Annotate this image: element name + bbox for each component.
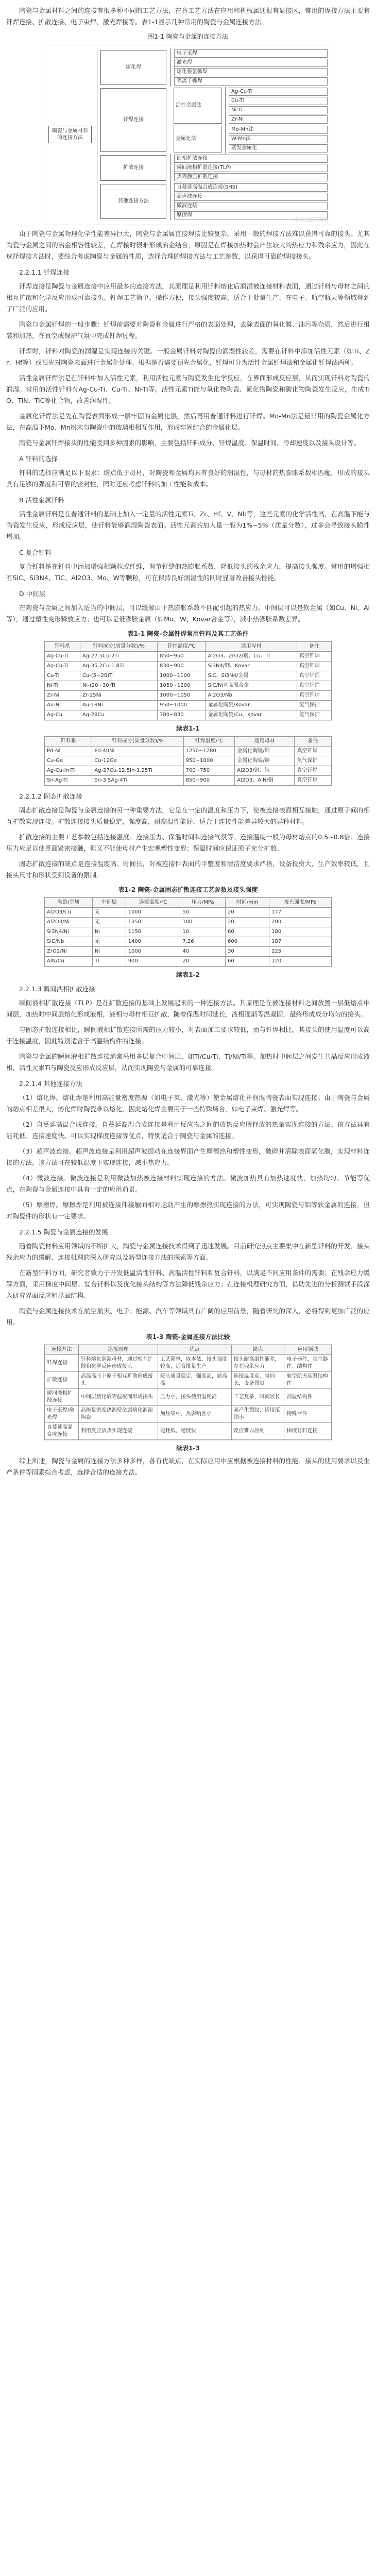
table-cell: 压力小，接头使用温度高 [158, 1389, 231, 1406]
paragraph: 与固态扩散连接相比，瞬间液相扩散连接所需的压力较小，对表面加工要求较低，而与钎焊相比，其接头的使用温度可以高于连接温度，因此特别适合于高温结构件的连接。 [6, 1026, 370, 1045]
paragraph: 陶瓷与金属连接技术在航空航天、电子、能源、汽车等领域具有广阔的应用前景，随着研究的深入，必将得到更加广泛的应用。 [6, 1307, 370, 1326]
subsection-heading: B 活性金属钎料 [19, 496, 64, 504]
table-cell: Ag-Cu-In-Ti [45, 766, 92, 776]
tree-leaf: 摩擦焊 [174, 211, 328, 219]
table-row [45, 766, 332, 776]
table-header-cell: 时间/min [225, 898, 269, 908]
table-cell: 700~750 [183, 766, 235, 776]
table-header-cell: 备注 [295, 737, 332, 747]
paragraph: 钎料的选择应满足以下要求：熔点低于母材，对陶瓷和金属均具有良好的润湿性，与母材的热膨胀系数相匹配，形成的接头具有足够的强度和可靠的密封性，同时还应考虑钎料的加工性能和成本。 [6, 469, 370, 488]
table-row [45, 1355, 332, 1372]
table-cell: Ag-Cu-Ti [45, 662, 80, 671]
table-cell: 梯度材料连接 [284, 1423, 332, 1440]
section-heading: 2.2.1.1 钎焊连接 [19, 268, 70, 276]
table-header-cell: 优点 [158, 1345, 231, 1355]
table-header-cell: 适用母材 [206, 642, 297, 652]
tree-node-diffusion: 扩散连接 [100, 155, 166, 181]
table-cell: AlN/Cu [45, 957, 93, 967]
table-cell: Ni [92, 947, 126, 957]
table-header-cell: 钎料成分(质量分数)/% [80, 642, 157, 652]
table-cell: 1000 [126, 908, 180, 918]
tree-leaf: 热等静压扩散连接 [174, 173, 328, 181]
table-cell: 加热集中，热影响区小 [158, 1406, 231, 1423]
table-header-cell: 钎焊温度/℃ [158, 642, 206, 652]
table-cell: Au-18Ni [80, 701, 157, 710]
table-row [45, 776, 332, 786]
paragraph: 在新型钎料方面，研究者致力于开发低温活性钎料、高温活性钎料和复合钎料，以满足不同应用条件的需要；在残余应力缓解方面，采用梯度中间层、复合钎料以及优化接头结构等方法降低残余应力；在连接机理研究方面，借助先进的分析测试手段深入研究界面反应和界面结构。 [6, 1269, 370, 1299]
table-cell: 连接温度高、时间长，设备昂贵 [231, 1372, 284, 1389]
tree-node-other: 其他连接方法 [100, 184, 166, 219]
table-cell: 120 [269, 957, 332, 967]
table-cell: 900 [126, 957, 180, 967]
table-header-cell: 备注 [297, 642, 331, 652]
table-cell: 工艺复杂，时间较长 [231, 1389, 284, 1406]
table-cell: Sn-Ag-Ti [45, 776, 92, 786]
table-cell: 真空钎焊 [297, 652, 331, 662]
table-cell: 真空钎焊 [295, 776, 332, 786]
table-row [45, 1389, 332, 1406]
tree-leaf: W-Mn法 [229, 135, 328, 143]
figure-1-method-tree [44, 45, 332, 225]
subsection-heading: A 钎料的选择 [19, 455, 58, 463]
table-cell: 自蔓延高温合成连接 [45, 1423, 79, 1440]
table-row [45, 937, 332, 947]
tree-node-active-metal: 活性金属法 [174, 88, 222, 124]
table-cell: Sn-3.5Ag-4Ti [92, 776, 183, 786]
table-cell: 真空钎焊 [295, 747, 332, 756]
table-row [45, 710, 332, 720]
paragraph: 由于陶瓷与金属物理化学性能差异巨大，陶瓷与金属属直接焊接比较复杂，采用一般的焊接方法难以获得可靠的接头。尤其陶瓷与金属之间的冶金相容性较差，在焊接时很难形成冶金结合，原因是在焊接加热时会产生较大的热应力和残余应力，因此在选择焊接方法时，要综合考虑陶瓷与金属的性质，选择合理的焊接方法与工艺参数，以获得可靠的焊接接头。 [6, 230, 370, 260]
tree-leaf: 瞬间液相扩散连接(TLP) [174, 164, 328, 172]
table-cell: 1150 [126, 927, 180, 937]
table-cell: 金属化陶瓷/Kovar [206, 701, 297, 710]
table-header-cell: 压力/MPa [180, 898, 226, 908]
table-cell: Ag-28Cu [80, 710, 157, 720]
tree-root: 陶瓷与金属材料的连接方法 [48, 126, 92, 143]
table-cell: 能耗低，速度快 [158, 1423, 231, 1440]
tree-leaf: 固相扩散连接 [174, 155, 328, 163]
table-cell: Pd-40Ni [92, 747, 183, 756]
table-header-cell: 连接温度/℃ [126, 898, 180, 908]
table2-grid [44, 736, 332, 786]
table-cell: 金属化陶瓷/铜 [235, 756, 295, 766]
table-cell: Cu-Ti [45, 671, 80, 681]
table-header-cell: 接头强度/MPa [269, 898, 332, 908]
paragraph: 活性金属钎焊法是在钎料中加入活性元素，利用活性元素与陶瓷发生化学反应，在界面形成反应层，从而实现钎料对陶瓷的润湿。常用的活性钎料有Ag-Cu-Ti、Cu-Ti、Ni-Ti等。活性元素Ti能与氧化物陶瓷、氮化物陶瓷和碳化物陶瓷发生反应，生成TiO、TiN、TiC等化合物，改善润湿性。 [6, 374, 370, 404]
table-header-cell: 应用领域 [284, 1345, 332, 1355]
table-cell: 20 [225, 908, 269, 918]
table-cell: 中间层熔化后等温凝固形成接头 [78, 1389, 158, 1406]
table-cell: 1350 [126, 918, 180, 927]
table-cell: 30 [225, 947, 269, 957]
table-cell: 金属化陶瓷/Cu、Kovar [206, 710, 297, 720]
paragraph: 固态扩散连接是陶瓷与金属连接的另一种重要方法，它是在一定的温度和压力下，使被连接表面相互接触，通过原子间的相互扩散实现连接。扩散连接接头质量稳定，强度高，耐高温性能好，适合于连接性能差异较大的异种材料。 [6, 806, 370, 825]
tree-leaf: 微波连接 [174, 202, 328, 210]
table-4 [44, 1344, 332, 1440]
table-row [45, 957, 332, 967]
tree-leaf: Ni-Ti [229, 106, 328, 114]
paragraph: 扩散连接的主要工艺参数包括连接温度、连接压力、保温时间和连接气氛等。连接温度一般为母材熔点的0.5~0.8倍；连接压力应足以使界面紧密接触，但又不能使母材产生宏观塑性变形；保温时间应保证原子充分扩散。 [6, 833, 370, 852]
table-row [45, 662, 332, 671]
table-cell: 真空钎焊 [297, 681, 331, 691]
table-cell: 接头耐高温性能差，存在残余应力 [231, 1355, 284, 1372]
table-cell: 无 [92, 908, 126, 918]
table-cell: 20 [225, 918, 269, 927]
table-row [45, 1423, 332, 1440]
table-2-caption: 续表1-1 [176, 725, 200, 732]
table-cell: Al2O3、AlN/铜 [235, 776, 295, 786]
table-1-caption: 表1-1 陶瓷-金属钎焊常用钎料及其工艺条件 [127, 630, 249, 637]
table-row [45, 671, 332, 681]
table-cell: 1000~1100 [158, 671, 206, 681]
table-cell: 氢气保护 [297, 701, 331, 710]
table-cell: Al2O3/Ni [45, 918, 93, 927]
subsection-heading: D 中间层 [19, 590, 46, 598]
table-cell: Cu-12Ge [92, 756, 183, 766]
tree-leaf: 等离子弧焊 [174, 77, 328, 86]
figure-watermark: 材料连接与陶瓷 [293, 217, 329, 223]
intro-paragraph: 陶瓷与金属材料之间的连接有很多种不同的工艺方法，在各工艺方法在应用和机械属通很有显接区，常用的焊接方法主要有钎焊连接、扩散连接、电子束焊、激光焊接等。表1-1显示几种常用的陶瓷与金属连接方法。 [6, 7, 370, 26]
table-header-cell: 钎焊温度/℃ [183, 737, 235, 747]
table-cell: Cu-Ge [45, 756, 92, 766]
table-row [45, 947, 332, 957]
table-cell: 7.26 [180, 937, 226, 947]
table-cell: SiC、Si3N4/金属 [206, 671, 297, 681]
tree-leaf: Ag-Cu-Ti [229, 88, 328, 96]
table-cell: 830~900 [158, 662, 206, 671]
table-cell: 1000~1050 [158, 691, 206, 701]
table-cell: Ag-Cu-Ti [45, 652, 80, 662]
paragraph: 固态扩散连接的缺点是连接温度高、时间长，对被连接件表面的平整度和清洁度要求严格，设备投资大，生产效率较低，且接头尺寸和形状受到设备的限制。 [6, 860, 370, 879]
table-cell: 187 [269, 937, 332, 947]
table-cell: 780~830 [158, 710, 206, 720]
section-heading: 2.2.1.2 固态扩散连接 [19, 792, 82, 800]
table-cell: 1400 [126, 937, 180, 947]
table-cell: 600 [225, 937, 269, 947]
paragraph: 随着陶瓷材料应用领域的不断扩大，陶瓷与金属连接技术得到了迅速发展。目前研究热点主要集中在新型钎料的开发、接头残余应力的缓解、连接机理的深入研究以及新型连接方法的探索等方面。 [6, 1242, 370, 1261]
paragraph: 活性金属钎料是在普通钎料的基础上加入一定量的活性元素Ti、Zr、Hf、V、Nb等，这些元素的化学活性高，在高温下能与陶瓷发生反应，形成反应层，使钎料能够润湿陶瓷表面。活性元素的加入量一般为1%~5%（质量分数），过多会导致接头脆性增加。 [6, 510, 370, 540]
table-cell: ZrO2/Ni [45, 947, 93, 957]
table-cell: 180 [269, 927, 332, 937]
table-cell: 950~1000 [158, 701, 206, 710]
paragraph: 陶瓷与金属钎焊接头的性能受到多种因素的影响，主要包括钎料成分、钎焊温度、保温时间、冷却速度以及接头设计等。 [19, 439, 361, 447]
table-cell: Zr-25Ni [80, 691, 157, 701]
table-cell: 金属化陶瓷/钼 [235, 747, 295, 756]
paragraph: 复合钎料是在钎料中添加增强相颗粒或纤维，调节钎缝的热膨胀系数，降低接头的残余应力，提高接头强度。常用的增强相有SiC、Si3N4、TiC、Al2O3、Mo、W等颗粒，可在保持良好润湿性的同时显著改善接头性能。 [6, 563, 370, 582]
table-row [45, 652, 332, 662]
table-cell: 10 [180, 927, 226, 937]
table-cell: SiC/Ni基高温合金 [206, 681, 297, 691]
table-row [45, 1406, 332, 1423]
table-cell: 特殊器件 [284, 1406, 332, 1423]
table-cell: 钎料熔化润湿母材，通过相互扩散和化学反应形成接头 [78, 1355, 158, 1372]
paragraph: 瞬间液相扩散连接（TLP）是在扩散连接的基础上发展起来的一种连接方法。其原理是在被连接材料之间放置一层低熔点中间层，加热时中间层熔化形成液相，液相与母材相互扩散，随着保温时间延长，液相逐渐等温凝固，最终形成成分均匀的接头。 [6, 999, 370, 1018]
table-cell: 真空钎焊 [297, 662, 331, 671]
table-cell: 工艺简单，成本低，接头强度较高，适合批量生产 [158, 1355, 231, 1372]
table-cell: 氢气保护 [297, 710, 331, 720]
table-header-cell: 缺点 [231, 1345, 284, 1355]
table-2 [44, 736, 332, 786]
table-header-cell: 钎料系 [45, 642, 80, 652]
table4-grid [44, 1345, 332, 1440]
tree-leaf: Mo-Mn法 [229, 126, 328, 134]
table-cell: 无 [92, 918, 126, 927]
table-cell: 真空钎焊 [297, 671, 331, 681]
table-cell: 接头质量稳定，强度高，耐高温 [158, 1372, 231, 1389]
table-cell: 50 [180, 908, 226, 918]
paragraph: （1）熔化焊。熔化焊是利用高能量密度热源（如电子束、激光等）使金属熔化并润湿陶瓷表面实现连接。由于陶瓷与金属的熔点相差很大，熔化焊时陶瓷难以熔化，因此熔化焊主要用于一些特殊场合，如电子束焊、激光焊等。 [6, 1094, 370, 1113]
table-cell: Si3N4/Ni [45, 927, 93, 937]
table-cell: 电子束焊/激光焊 [45, 1406, 79, 1423]
paragraph: 综上所述，陶瓷与金属的连接方法多种多样，各有优缺点，在实际应用中应根据被连接材料的性能、接头的使用要求以及生产条件等因素综合考虑，选择合适的连接方法。 [6, 1457, 370, 1476]
paragraph: 在陶瓷与金属之间加入适当的中间层，可以缓解由于热膨胀系数不匹配引起的热应力。中间层可以是软金属（如Cu、Ni、Al等），通过塑性变形释放应力；也可以是低膨胀金属（如Mo、W、Kovar合金等），减小热膨胀系数差异。 [6, 604, 370, 623]
table-cell: 1000 [126, 947, 180, 957]
table-cell: Au-Ni [45, 701, 80, 710]
tree-node-metallization: 金属化法 [174, 126, 222, 152]
table-cell: Al2O3、ZrO2/钢、Cu、Ti [206, 652, 297, 662]
table-cell: Al2O3/钢、钛 [235, 766, 295, 776]
paragraph: （5）摩擦焊。摩擦焊是利用被连接件接触面相对运动产生的摩擦热实现连接的方法，可实现陶瓷与铝等软金属的连接，但对陶瓷件的形状有一定要求。 [6, 1201, 370, 1220]
table-cell: Ag-27.5Cu-2Ti [80, 652, 157, 662]
tree-leaf: 自蔓延高温合成连接(SHS) [174, 183, 328, 192]
tree-leaf: 电子束焊 [174, 49, 328, 58]
table-cell: Ag-35.2Cu-1.8Ti [80, 662, 157, 671]
paragraph: 金属化钎焊法是先在陶瓷表面形成一层牢固的金属化层，然后再用普通钎料进行钎焊。Mo-Mn法是最常用的陶瓷金属化方法，在高温下Mo、Mn粉末与陶瓷中的玻璃相相互作用，形成牢固结合的金属化层。 [6, 412, 370, 431]
table-cell: 真空钎焊 [295, 766, 332, 776]
table-cell: 电子器件、真空器件、结构件 [284, 1355, 332, 1372]
table3-grid [44, 897, 332, 967]
table-row [45, 681, 332, 691]
table-header-cell: 适用母材 [235, 737, 295, 747]
table-cell: Al2O3/Cu [45, 908, 93, 918]
paragraph: 陶瓷与金属钎焊的一般步骤：钎焊前需要对陶瓷和金属进行严格的表面处理，去除表面的氧化膜、油污等杂质，然后进行组装和加热，在真空或保护气氛中完成钎焊过程。 [6, 320, 370, 340]
table-cell: 无 [92, 937, 126, 947]
table-cell: 扩散连接 [45, 1372, 79, 1389]
table-cell: Ag-Cu [45, 710, 80, 720]
table-header-cell: 连接原理 [78, 1345, 158, 1355]
table-1 [44, 641, 332, 721]
table-cell: 利用反应放热实现连接 [78, 1423, 158, 1440]
table-cell: Al2O3/Nb [206, 691, 297, 701]
subsection-heading: C 复合钎料 [19, 549, 52, 556]
section-heading: 2.2.1.5 陶瓷与金属连接的发展 [19, 1228, 108, 1236]
table-row [45, 701, 332, 710]
table-cell: 20 [180, 957, 226, 967]
paragraph: （3）超声波连接。超声波连接是利用超声波振动在连接界面产生摩擦热和塑性变形，破碎并清除表面氧化膜，实现材料连接的方法。该方法可在较低温度下实现连接，减小热应力。 [6, 1147, 370, 1166]
tree-leaf: Zr-Ni [229, 115, 328, 124]
section-heading: 2.2.1.3 瞬间液相扩散连接 [19, 985, 95, 993]
table-row [45, 691, 332, 701]
table-row [45, 927, 332, 937]
table-cell: 氢气保护 [295, 756, 332, 766]
table-cell: 100 [180, 918, 226, 927]
table-3 [44, 897, 332, 967]
tree-leaf: 熔化极氩弧焊 [174, 68, 328, 76]
table-cell: 40 [180, 947, 226, 957]
paragraph: （4）微波连接。微波连接是利用微波加热被连接材料实现连接的方法。微波加热具有加热速度快、加热均匀、节能等优点，在陶瓷与金属连接中具有一定的应用前景。 [6, 1174, 370, 1193]
table-4-cont-caption: 续表1-3 [176, 1445, 200, 1452]
paragraph: 钎焊时，钎料对陶瓷的润湿是实现连接的关键。一般金属钎料对陶瓷的润湿性较差，需要在钎料中添加活性元素（如Ti、Zr、Hf等）或预先对陶瓷表面进行金属化处理。根据是否需要预先金属化，钎焊可分为活性金属钎焊法和金属化钎焊法两种。 [6, 347, 370, 366]
table-cell: Cu-(5~20)Ti [80, 671, 157, 681]
table-header-cell: 连接方法 [45, 1345, 79, 1355]
tree-node-fusion: 熔化焊 [100, 50, 166, 85]
paragraph: （2）自蔓延高温合成连接。自蔓延高温合成连接是利用反应物之间的放热反应所释放的热量实现连接的方法。该方法具有能耗低、连接速度快、可以实现梯度连接等优点，特别适合于陶瓷与金属的连接。 [6, 1121, 370, 1140]
table-row [45, 747, 332, 756]
table-cell: 850~950 [158, 652, 206, 662]
table-4-caption: 表1-3 陶瓷-金属连接方法比较 [146, 1333, 230, 1341]
table-cell: 瞬间液相扩散连接 [45, 1389, 79, 1406]
table-header-cell: 钎料系 [45, 737, 92, 747]
table-3-cont-caption: 续表1-2 [176, 971, 200, 978]
tree-leaf: 激光焊 [174, 59, 328, 67]
table-row [45, 918, 332, 927]
table-cell: 真空钎焊 [297, 691, 331, 701]
table-row [45, 756, 332, 766]
table-cell: 高温高压下原子相互扩散形成接头 [78, 1372, 158, 1389]
table-3-caption: 表1-2 陶瓷-金属固态扩散连接工艺参数及接头强度 [118, 886, 258, 893]
paragraph: 陶瓷与金属的瞬间液相扩散连接通常采用多层复合中间层，如Ti/Cu/Ti、Ti/Ni/Ti等。加热时中间层之间发生共晶反应形成液相，活性元素Ti与陶瓷反应形成反应层，从而实现陶瓷与金属的可靠连接。 [6, 1053, 370, 1072]
table-cell: 高能量密度热源使金属熔化润湿陶瓷 [78, 1406, 158, 1423]
table-cell: Ni-Ti [45, 681, 80, 691]
table-cell: 950~1000 [183, 756, 235, 766]
table-cell: 1050~1200 [158, 681, 206, 691]
tree-leaf: 超声波连接 [174, 193, 328, 201]
tree-leaf: Cu-Ti [229, 97, 328, 105]
table-cell: 高温结构件 [284, 1389, 332, 1406]
table-cell: Ni [92, 927, 126, 937]
table-cell: Ni-(20~30)Ti [80, 681, 157, 691]
section-heading: 2.2.1.4 其他连接方法 [19, 1080, 82, 1088]
paragraph: 钎焊连接是陶瓷与金属连接中应用最多的连接方法，其原理是利用钎料熔化后润湿被连接材料表面，通过钎料与母材之间的相互扩散和化学反应形成可靠接头。钎焊工艺简单，操作方便，接头强度较高，适合于批量生产，在电子、航空航天等领域得到了广泛的应用。 [6, 282, 370, 313]
table-cell: 易产生裂纹，适用范围小 [231, 1406, 284, 1423]
table-cell: Pd-Ni [45, 747, 92, 756]
table-header-cell: 陶瓷/金属 [45, 898, 93, 908]
table-cell: Zr-Ni [45, 691, 80, 701]
table-cell: 200 [269, 918, 332, 927]
table-cell: 钎焊连接 [45, 1355, 79, 1372]
table-cell: Si3N4/钢、Kovar [206, 662, 297, 671]
table1-grid [44, 641, 332, 720]
table-cell: 1250~1280 [183, 747, 235, 756]
table-cell: 60 [225, 927, 269, 937]
tree-leaf: 蒸发金属化 [229, 144, 328, 152]
table-cell: 177 [269, 908, 332, 918]
figure-1-caption: 图1-1 陶瓷与金属的连接方法 [148, 33, 228, 40]
table-cell: Ag-27Cu-12.5In-1.25Ti [92, 766, 183, 776]
table-cell: 850~900 [183, 776, 235, 786]
table-cell: 航空航天高温结构件 [284, 1372, 332, 1389]
table-cell: 225 [269, 947, 332, 957]
table-cell: SiC/Nb [45, 937, 93, 947]
table-cell: Ti [92, 957, 126, 967]
table-cell: 反应难以控制 [231, 1423, 284, 1440]
table-row [45, 908, 332, 918]
table-cell: 60 [225, 957, 269, 967]
table-row [45, 1372, 332, 1389]
table-header-cell: 中间层 [92, 898, 126, 908]
tree-node-brazing: 钎焊连接 [100, 88, 166, 152]
table-header-cell: 钎料成分(质量分数)/% [92, 737, 183, 747]
